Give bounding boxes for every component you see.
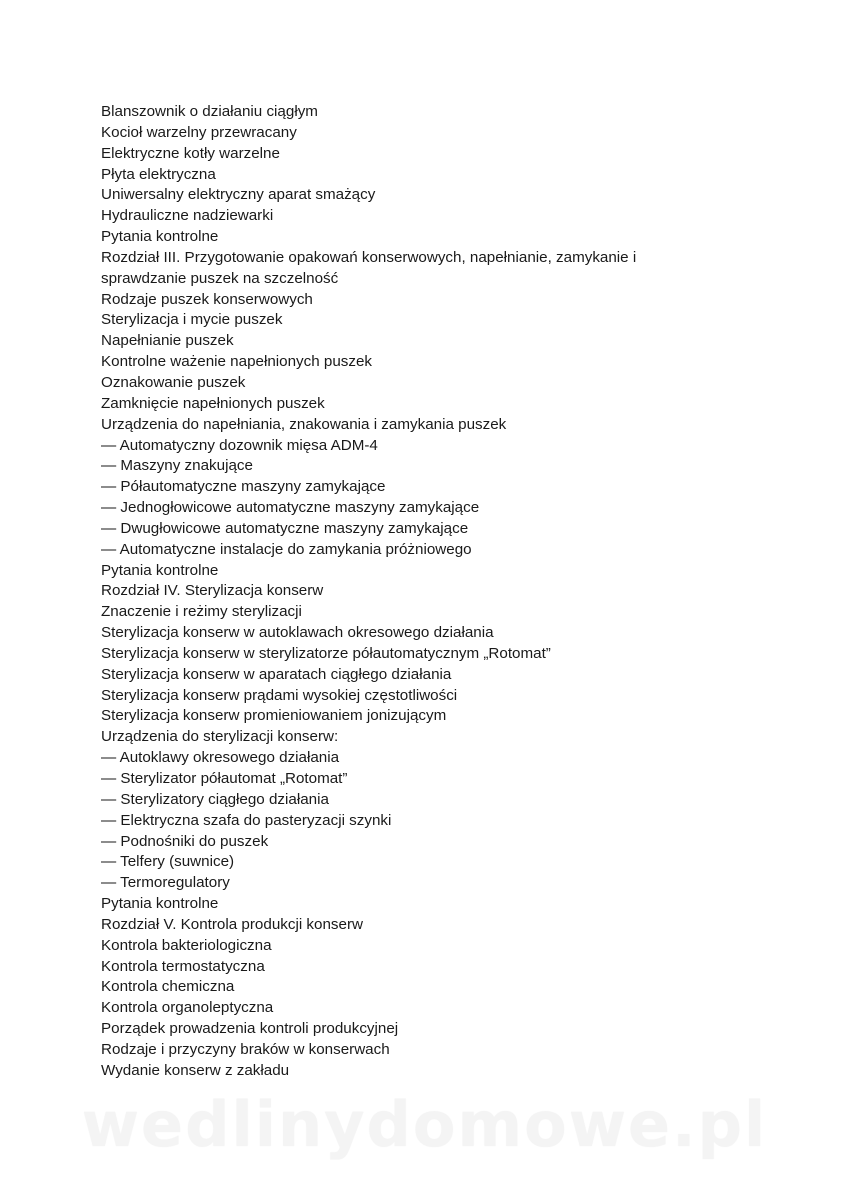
toc-line: Zamknięcie napełnionych puszek <box>101 394 325 412</box>
toc-line: — Sterylizatory ciągłego działania <box>101 790 329 808</box>
toc-line: Kontrola termostatyczna <box>101 957 265 975</box>
toc-line: Rozdział IV. Sterylizacja konserw <box>101 582 324 600</box>
toc-line: Napełnianie puszek <box>101 332 234 350</box>
table-of-contents <box>101 102 821 1082</box>
toc-line: Płyta elektryczna <box>101 165 216 183</box>
toc-line: Sterylizacja konserw prądami wysokiej częstotliwości <box>101 686 458 704</box>
toc-line: — Automatyczny dozownik mięsa ADM-4 <box>101 436 378 454</box>
toc-line: Uniwersalny elektryczny aparat smażący <box>101 186 376 204</box>
watermark: wedlinydomowe.pl <box>81 1088 768 1161</box>
toc-line: — Jednogłowicowe automatyczne maszyny zamykające <box>101 499 480 517</box>
toc-line: Elektryczne kotły warzelne <box>101 144 280 162</box>
toc-line: Rodzaje i przyczyny braków w konserwach <box>101 1040 390 1058</box>
toc-line: Blanszownik o działaniu ciągłym <box>101 103 318 120</box>
toc-line: Pytania kontrolne <box>101 561 219 579</box>
toc-line: Hydrauliczne nadziewarki <box>101 207 274 225</box>
toc-line: Sterylizacja konserw promieniowaniem jonizującym <box>101 707 447 725</box>
toc-line: Kontrola chemiczna <box>101 978 235 996</box>
toc-line: Kocioł warzelny przewracany <box>101 123 297 141</box>
toc-line: — Elektryczna szafa do pasteryzacji szynki <box>101 811 392 829</box>
toc-line: Sterylizacja konserw w aparatach ciągłego działania <box>101 665 452 683</box>
toc-line: — Termoregulatory <box>101 874 230 892</box>
toc-line: — Dwugłowicowe automatyczne maszyny zamykające <box>101 519 469 537</box>
toc-line: Urządzenia do sterylizacji konserw: <box>101 728 339 746</box>
toc-line: Oznakowanie puszek <box>101 373 246 391</box>
toc-line: Sterylizacja i mycie puszek <box>101 311 283 329</box>
toc-line: Urządzenia do napełniania, znakowania i zamykania puszek <box>101 415 507 433</box>
toc-line: — Autoklawy okresowego działania <box>101 749 340 767</box>
toc-line: Sterylizacja konserw w autoklawach okresowego działania <box>101 624 494 642</box>
toc-line: Wydanie konserw z zakładu <box>101 1061 290 1079</box>
toc-line: — Automatyczne instalacje do zamykania próżniowego <box>101 540 472 558</box>
toc-line: Sterylizacja konserw w sterylizatorze półautomatycznym „Rotomat” <box>101 644 551 662</box>
toc-line: Kontrolne ważenie napełnionych puszek <box>101 353 373 371</box>
toc-line: Rozdział V. Kontrola produkcji konserw <box>101 915 363 933</box>
toc-line: Kontrola organoleptyczna <box>101 999 274 1017</box>
toc-line: Znaczenie i reżimy sterylizacji <box>101 603 302 621</box>
toc-line: Pytania kontrolne <box>101 895 219 913</box>
toc-line: sprawdzanie puszek na szczelność <box>101 269 339 287</box>
toc-line: Pytania kontrolne <box>101 228 219 246</box>
toc-line: — Telfery (suwnice) <box>101 853 235 871</box>
toc-line: — Podnośniki do puszek <box>101 832 269 850</box>
toc-line: — Maszyny znakujące <box>101 457 253 475</box>
toc-line: Rozdział III. Przygotowanie opakowań konserwowych, napełnianie, zamykanie i <box>101 248 637 266</box>
toc-line: — Półautomatyczne maszyny zamykające <box>101 478 386 496</box>
toc-line: Rodzaje puszek konserwowych <box>101 290 313 308</box>
toc-line: Porządek prowadzenia kontroli produkcyjnej <box>101 1020 399 1038</box>
toc-line: Kontrola bakteriologiczna <box>101 936 272 954</box>
toc-line: — Sterylizator półautomat „Rotomat” <box>101 770 348 787</box>
